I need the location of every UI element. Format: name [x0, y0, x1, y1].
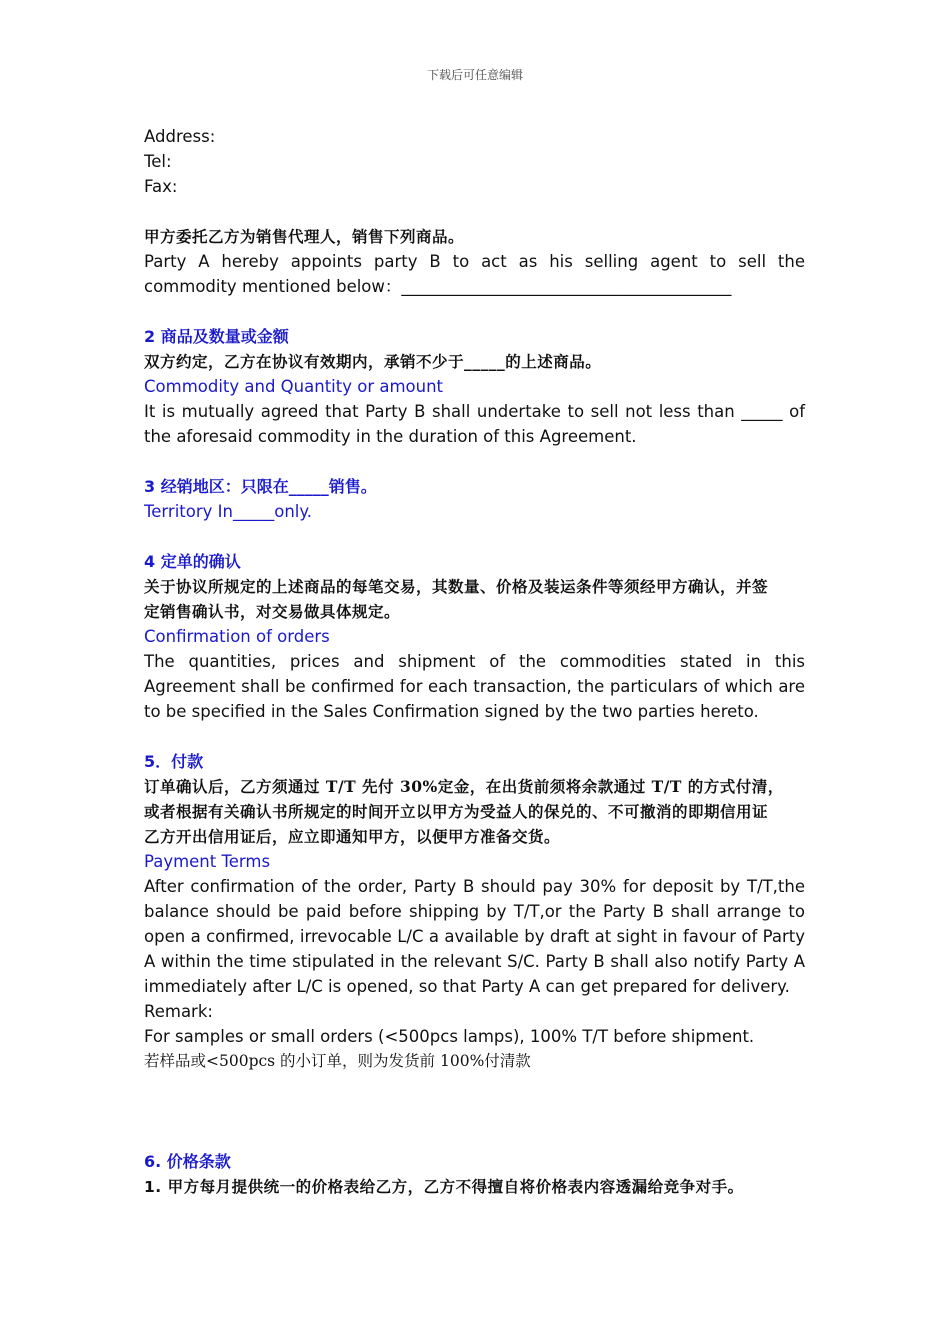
s5-e: 定金，在出货前须将余款通过	[437, 777, 652, 796]
intro-cn: 甲方委托乙方为销售代理人，销售下列商品。	[144, 227, 465, 246]
section-5-en-title: Payment Terms	[144, 852, 271, 871]
s5-a: 订单确认后，乙方须通过	[144, 777, 326, 796]
section-3-heading-blank: _____	[288, 477, 329, 496]
page-header: 下载后可任意编辑	[426, 68, 523, 82]
section-2-heading: 2 商品及数量或金额	[144, 327, 289, 346]
section-6-heading: 6. 价格条款	[144, 1152, 231, 1171]
section-4-cn-line1: 关于协议所规定的上述商品的每笔交易，其数量、价格及装运条件等须经甲方确认，并签	[144, 577, 769, 596]
section-2-cn	[144, 349, 805, 374]
intro-en-line1: Party A hereby appoints party B to act as his selling agent to sell the	[144, 252, 805, 271]
s5-c: 先付	[356, 777, 400, 796]
s5-g: 的方式付清，	[681, 777, 784, 796]
remark-label: Remark:	[144, 1002, 213, 1021]
section-6-item-1	[144, 1174, 805, 1200]
fax-label: Fax:	[144, 177, 178, 196]
section-5-cn-line3: 乙方开出信用证后，应立即通知甲方，以便甲方准备交货。	[144, 827, 561, 846]
section-4-heading: 4 定单的确认	[144, 552, 241, 571]
tel-label: Tel:	[144, 152, 172, 171]
section-4-cn-line2: 定销售确认书，对交易做具体规定。	[144, 602, 401, 621]
section-3-heading-post: 销售。	[328, 477, 377, 496]
intro-en-line2	[144, 274, 805, 299]
section-4-en-body: The quantities, prices and shipment of the commodities stated in this Agreement shall be confirmed for each transaction, the particulars of which are to be specified in the Sales Confirmation signed by the two parties hereto.	[144, 652, 805, 721]
s5-b: T/T	[325, 777, 357, 796]
section-2-en-title: Commodity and Quantity or amount	[144, 377, 444, 396]
section-5-cn-line2: 或者根据有关确认书所规定的时间开立以甲方为受益人的保兑的、不可撤消的即期信用证	[144, 802, 769, 821]
section-3-en-post: only.	[274, 502, 313, 521]
intro-en-line2-text: commodity mentioned below：	[144, 277, 402, 296]
section-2-en-body: It is mutually agreed that Party B shall undertake to sell not less than _____ of the aforesaid commodity in the duration of this Agreement.	[144, 402, 805, 446]
section-3-heading	[144, 474, 805, 499]
section-4-en-title: Confirmation of orders	[144, 627, 330, 646]
section-3-en-blank: _____	[232, 502, 275, 521]
section-3-en	[144, 499, 805, 524]
section-5-cn-line1	[144, 774, 805, 799]
section-2-cn-pre: 双方约定，乙方在协议有效期内，承销不少于	[144, 352, 465, 371]
address-label: Address:	[144, 127, 216, 146]
section-6-item-1-text: 甲方每月提供统一的价格表给乙方，乙方不得擅自将价格表内容透漏给竞争对手。	[167, 1177, 744, 1196]
intro-blank: ________________________________________	[401, 277, 732, 296]
remark-cn: 若样品或<500pcs 的小订单，则为发货前 100%付清款	[144, 1052, 531, 1070]
section-3-en-pre: Territory In	[144, 502, 233, 521]
section-5-en-body: After confirmation of the order, Party B should pay 30% for deposit by T/T,the balance should be paid before shipping by T/T,or the Party B shall arrange to open a confirmed, irrevocable L/C a available by draft at sight in favour of Party A within the time stipulated in the relevant S/C. Party B shall also notify Party A immediately after L/C is opened, so that Party A can get prepared for delivery.	[144, 877, 805, 996]
section-3-heading-pre: 3 经销地区：只限在	[144, 477, 289, 496]
section-6-item-1-num: 1.	[144, 1178, 162, 1196]
section-2-cn-blank: _____	[464, 352, 506, 371]
s5-f: T/T	[651, 777, 682, 796]
s5-d: 30%	[399, 777, 438, 796]
section-2-cn-post: 的上述商品。	[505, 352, 602, 371]
remark-en: For samples or small orders (<500pcs lamps), 100% T/T before shipment.	[144, 1027, 755, 1046]
intro-en	[144, 249, 805, 274]
section-5-heading: 5．付款	[144, 752, 204, 771]
document-body	[144, 124, 805, 1200]
